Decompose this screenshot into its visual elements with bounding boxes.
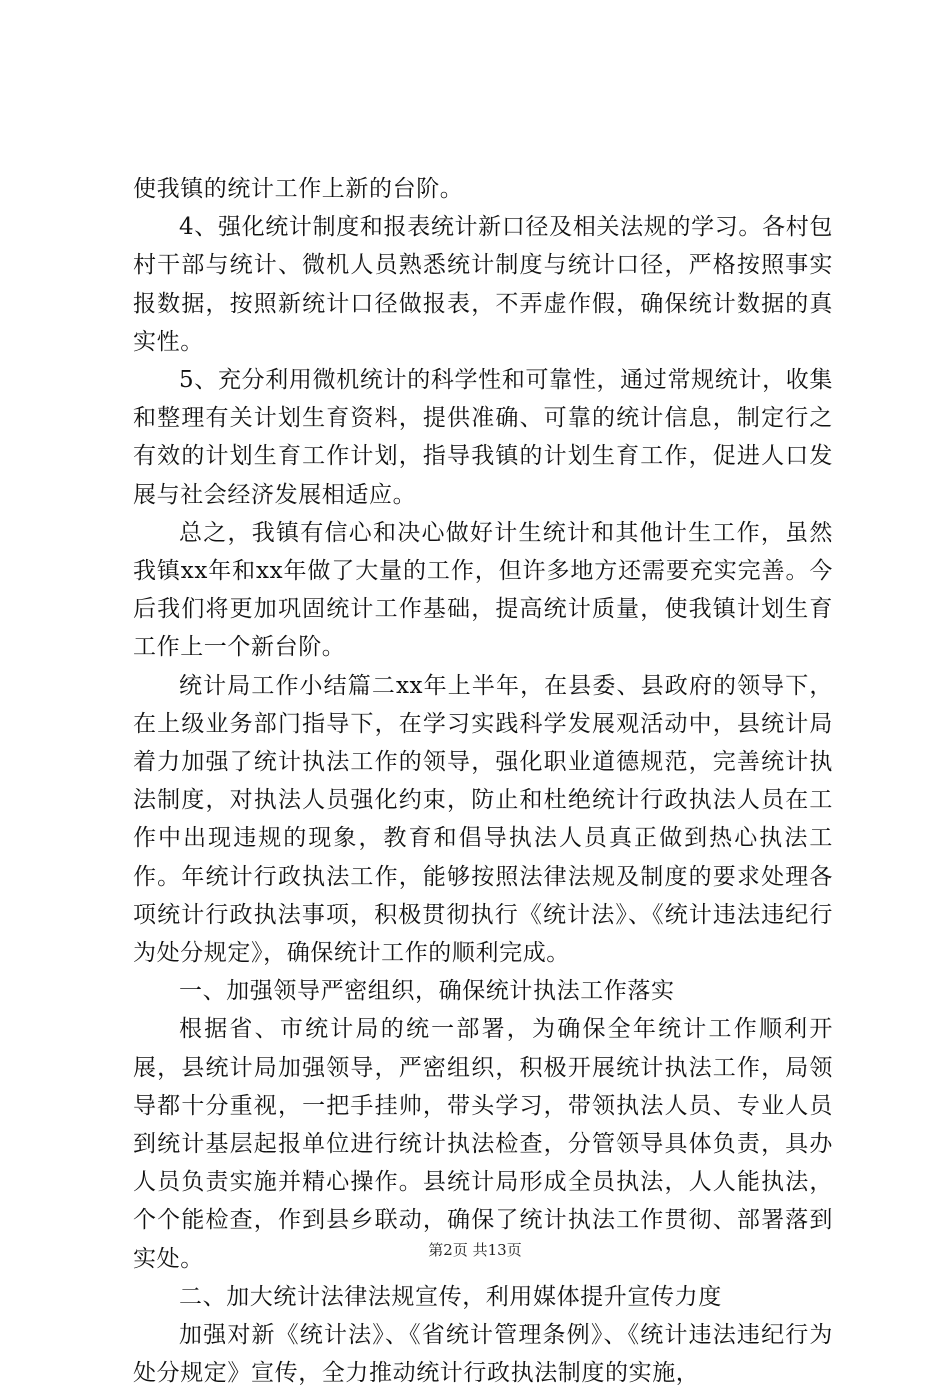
- paragraph-5: 统计局工作小结篇二xx年上半年，在县委、县政府的领导下，在上级业务部门指导下，在学习实践科学发展观活动中，县统计局着力加强了统计执法工作的领导，强化职业道德规范，完善统计执法制度，对执法人员强化约束，防止和杜绝统计行政执法人员在工作中出现违规的现象，教育和倡导执法人员真正做到热心执法工作。年统计行政执法工作，能够按照法律法规及制度的要求处理各项统计行政执法事项，积极贯彻执行《统计法》、《统计违法违纪行为处分规定》，确保统计工作的顺利完成。: [133, 672, 833, 967]
- page-number-footer: 第2页 共13页: [428, 1241, 522, 1259]
- document-body: [133, 170, 833, 1393]
- paragraph-3: 5、充分利用微机统计的科学性和可靠性，通过常规统计，收集和整理有关计划生育资料，提供准确、可靠的统计信息，制定行之有效的计划生育工作计划，指导我镇的计划生育工作，促进人口发展与社会经济发展相适应。: [133, 367, 833, 508]
- section-heading-2: 二、加大统计法律法规宣传，利用媒体提升宣传力度: [179, 1283, 722, 1310]
- paragraph-6: 根据省、市统计局的统一部署，为确保全年统计工作顺利开展，县统计局加强领导，严密组织，积极开展统计执法工作，局领导都十分重视，一把手挂帅，带头学习，带领执法人员、专业人员到统计基层起报单位进行统计执法检查，分管领导具体负责，具办人员负责实施并精心操作。县统计局形成全员执法，人人能执法，个个能检查，作到县乡联动，确保了统计执法工作贯彻、部署落到实处。: [133, 1016, 833, 1272]
- paragraph-1: 使我镇的统计工作上新的台阶。: [133, 176, 464, 202]
- paragraph-2: 4、强化统计制度和报表统计新口径及相关法规的学习。各村包村干部与统计、微机人员熟悉统计制度与统计口径，严格按照事实报数据，按照新统计口径做报表，不弄虚作假，确保统计数据的真实性。: [133, 214, 833, 355]
- section-heading-1: 一、加强领导严密组织，确保统计执法工作落实: [179, 978, 675, 1005]
- paragraph-4: 总之，我镇有信心和决心做好计生统计和其他计生工作，虽然我镇xx年和xx年做了大量的工作，但许多地方还需要充实完善。今后我们将更加巩固统计工作基础，提高统计质量，使我镇计划生育工作上一个新台阶。: [133, 519, 833, 661]
- paragraph-7: 加强对新《统计法》、《省统计管理条例》、《统计违法违纪行为处分规定》宣传，全力推动统计行政执法制度的实施，: [133, 1322, 833, 1387]
